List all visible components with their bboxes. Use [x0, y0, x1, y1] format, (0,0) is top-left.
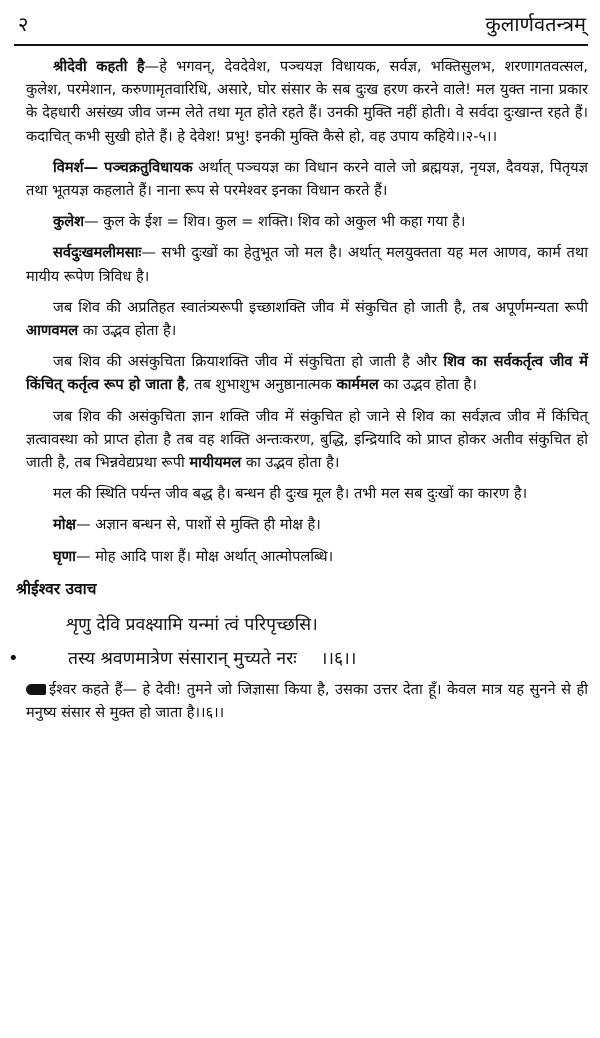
paragraph-vimarsh — [26, 156, 588, 202]
paragraph-text: — मोह आदि पाश हैं। मोक्ष अर्थात् आत्मोपलब्धि। — [75, 547, 334, 565]
paragraph-kulesh — [26, 210, 588, 233]
verse-number: ।।६।। — [320, 648, 357, 669]
pointing-hand-icon — [26, 684, 46, 695]
paragraph-karmamala — [26, 350, 588, 396]
term-bold: कुलेश — [53, 213, 85, 231]
paragraph-text: — सभी दुःखों का हेतुभूत जो मल है। अर्थात् मलयुक्तता यह मल आणव, कार्म तथा मायीय रूपेण त्रिविध है। — [26, 244, 588, 285]
verse-line-2 — [8, 642, 588, 676]
paragraph-ghrina — [26, 545, 588, 568]
verse-translation — [26, 678, 588, 724]
term-bold: श्रीदेवी कहती है — [53, 58, 145, 75]
paragraph-text: —हे भगवन्, देवदेवेश, पञ्चयज्ञ विधायक, सर्वज्ञ, भक्तिसुलभ, शरणागतवत्सल, कुलेश, परमेशान, करुणामृतवारिधि, असारे, घोर संसार के सब दुःख हरण करने वाले! मल युक्त नाना प्रकार के देहधारी असंख्य जीव जन्म लेते तथा मृत होते रहते हैं। उनकी मुक्ति नहीं होती। वे सर्वदा दुःखान्त रहते हैं। कदाचित् कभी सुखी होते हैं। हे देवेश! प्रभु! इनकी मुक्ति कैसे हो, वह उपाय कहिये।।२-५।। — [26, 58, 588, 145]
bullet-mark: • — [8, 647, 19, 669]
verse-text: तस्य श्रवणमात्रेण संसारान् मुच्यते नरः — [68, 648, 297, 669]
paragraph-mayiyamala — [26, 405, 588, 475]
paragraph-text: जब शिव की अप्रतिहत स्वातंत्र्यरूपी इच्छाशक्ति जीव में संकुचित हो जाती है, तब अपूर्णमन्यता रूपी — [53, 298, 588, 316]
paragraph-text: अर्थात् पञ्चयज्ञ का विधान करने वाले जो ब्रह्मयज्ञ, नृयज्ञ, दैवयज्ञ, पितृयज्ञ तथा भूतयज्ञ कहलाते हैं। नाना रूप से परमेश्वर इनका विधान करते हैं। — [26, 158, 589, 200]
verse-line-1: शृणु देवि प्रवक्ष्यामि यन्मां त्वं परिपृच्छसि। — [66, 614, 318, 635]
speaker-heading: श्रीईश्वर उवाच — [16, 579, 97, 598]
running-title: कुलार्णवतन्त्रम् — [485, 12, 586, 36]
paragraph-moksha — [26, 513, 588, 536]
paragraph-bandhan — [26, 482, 588, 505]
paragraph-text: जब शिव की असंकुचिता ज्ञान शक्ति जीव में संकुचित हो जाने से शिव का सर्वज्ञत्व जीव में किंचित् ज्ञत्वावस्था को प्राप्त होता है तब वह शक्ति अन्तःकरण, बुद्धि, इन्द्रियादि को प्राप्त होकर अतीव संकुचित हो जाती है, तब भिन्नवेद्यप्रथा रूपी — [26, 407, 588, 472]
term-bold: शिव का सर्वकर्तृत्व जीव में किंचित् कर्तृत्व रूप हो जाता है — [26, 353, 588, 394]
term-bold: मायीयमल — [189, 454, 242, 472]
term-bold: घृणा — [53, 547, 76, 565]
paragraph-text: , तब शुभाशुभ अनुष्ठानात्मक — [184, 376, 337, 394]
paragraph-text: — अज्ञान बन्धन से, पाशों से मुक्ति ही मोक्ष है। — [75, 516, 321, 534]
paragraph-mala — [26, 241, 588, 287]
term-bold: आणवमल — [26, 322, 79, 340]
paragraph-text: जब शिव की असंकुचिता क्रियाशक्ति जीव में संकुचिता हो जाती है और — [53, 353, 444, 371]
header-rule — [14, 44, 588, 46]
paragraph-anavamala — [26, 296, 588, 342]
term-bold: कार्ममल — [336, 376, 379, 394]
paragraph-text: का उद्भव होता है। — [241, 454, 340, 472]
page-number: २ — [18, 12, 29, 36]
paragraph-text: का उद्भव होता है। — [378, 376, 477, 394]
paragraph-text: मल की स्थिति पर्यन्त जीव बद्ध है। बन्धन ही दुःख मूल है। तभी मल सब दुःखों का कारण है। — [53, 485, 528, 503]
paragraph-text: का उद्भव होता है। — [78, 322, 177, 340]
term-bold: सर्वदुःखमलीमसाः — [53, 244, 142, 262]
term-bold: विमर्श— पञ्चक्रतुविधायक — [53, 158, 193, 176]
term-bold: मोक्ष — [53, 516, 76, 534]
page-body — [8, 55, 589, 724]
translation-text: ईश्वर कहते हैं— हे देवी! तुमने जो जिज्ञासा किया है, उसका उत्तर देता हूँ। केवल मात्र यह सुनने से ही मनुष्य संसार से मुक्त हो जाता है।।६।। — [26, 680, 588, 722]
paragraph-devi-speech — [26, 55, 588, 148]
paragraph-text: — कुल के ईश = शिव। कुल = शक्ति। शिव को अकुल भी कहा गया है। — [84, 213, 466, 231]
